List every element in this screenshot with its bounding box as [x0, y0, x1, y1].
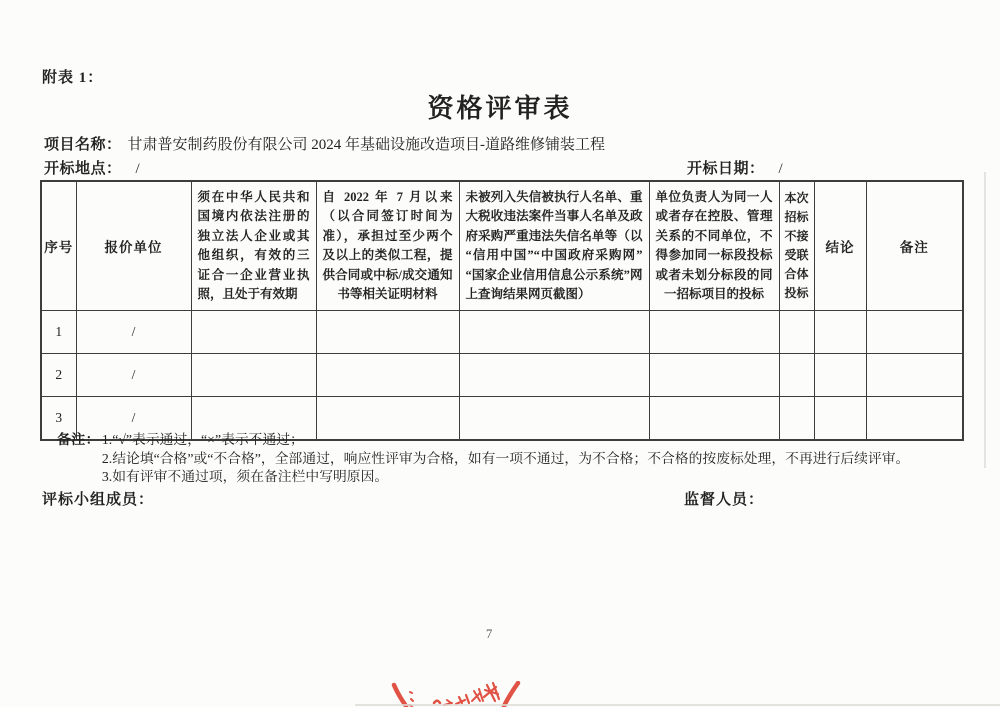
empty-cell: [459, 354, 649, 397]
header-affiliation: 单位负责人为同一人或者存在控股、管理关系的不同单位，不得参加同一标段投标或者未划分标段的同一招标项目的投标: [649, 181, 779, 311]
row-bidder: /: [76, 354, 191, 397]
header-no: 序号: [41, 181, 76, 311]
bid-date-line: [687, 157, 783, 178]
empty-cell: [191, 311, 316, 354]
notes-lines: [102, 431, 909, 487]
empty-cell: [316, 311, 459, 354]
scan-edge-shadow-horizontal: [355, 704, 1000, 706]
header-consortium: 本次招标不接受联合体投标: [779, 181, 814, 311]
empty-cell: [779, 354, 814, 397]
empty-cell: [866, 311, 963, 354]
header-bidder: 报价单位: [76, 181, 191, 311]
project-name-value: 甘肃普安制药股份有限公司 2024 年基础设施改造项目-道路维修铺装工程: [127, 137, 606, 153]
empty-cell: [866, 354, 963, 397]
header-remarks: 备注: [866, 181, 963, 311]
note-item: 1.“√”表示通过，“×”表示不通过；: [101, 432, 304, 447]
table-header-row: [41, 181, 963, 311]
header-experience: 自 2022 年 7 月以来（以合同签订时间为准），承担过至少两个及以上的类似工程，提供合同或中标/成交通知书等相关证明材料: [316, 181, 459, 311]
empty-cell: [779, 311, 814, 354]
header-registration: 须在中华人民共和国境内依法注册的独立法人企业或其他组织，有效的三证合一企业营业执照，且处于有效期: [191, 181, 316, 311]
bid-location-label: 开标地点：: [44, 161, 122, 177]
row-bidder: /: [76, 311, 191, 354]
notes-block: [57, 431, 967, 487]
header-credit: 未被列入失信被执行人名单、重大税收违法案件当事人名单及政府采购严重违法失信名单等（以“信用中国”“中国政府采购网”“国家企业信用信息公示系统”网上查询结果网页截图）: [459, 181, 649, 311]
bid-location-line: [44, 157, 140, 178]
empty-cell: [814, 311, 866, 354]
table-row: [41, 354, 963, 397]
table-row: [41, 311, 963, 354]
scan-edge-shadow-vertical: [984, 172, 986, 468]
note-item: 3.如有评审不通过项，须在备注栏中写明原因。: [101, 469, 389, 485]
empty-cell: [649, 311, 779, 354]
qualification-review-table: [40, 180, 964, 441]
project-name-line: [44, 133, 605, 154]
project-name-label: 项目名称：: [44, 137, 122, 153]
bid-date-label: 开标日期：: [687, 161, 765, 177]
notes-label: 备注：: [57, 432, 100, 447]
bid-date-value: /: [778, 161, 783, 177]
supervisor-label: 监督人员：: [684, 492, 765, 508]
row-no: 3: [41, 397, 76, 441]
bid-location-value: /: [135, 161, 140, 177]
page-number: 7: [486, 627, 493, 641]
row-no: 2: [41, 354, 76, 397]
appendix-label: 附表 1：: [42, 70, 104, 86]
empty-cell: [814, 354, 866, 397]
page-title: 资格评审表: [427, 93, 573, 123]
note-item: 2.结论填“合格”或“不合格”，全部通过，响应性评审为合格，如有一项不通过，为不合格；不合格的按废标处理，不再进行后续评审。: [101, 450, 910, 466]
empty-cell: [191, 354, 316, 397]
row-bidder: /: [76, 397, 191, 441]
header-conclusion: 结论: [814, 181, 866, 311]
evaluation-team-label: 评标小组成员：: [42, 492, 155, 508]
row-no: 1: [41, 311, 76, 354]
empty-cell: [649, 354, 779, 397]
empty-cell: [316, 354, 459, 397]
empty-cell: [459, 311, 649, 354]
